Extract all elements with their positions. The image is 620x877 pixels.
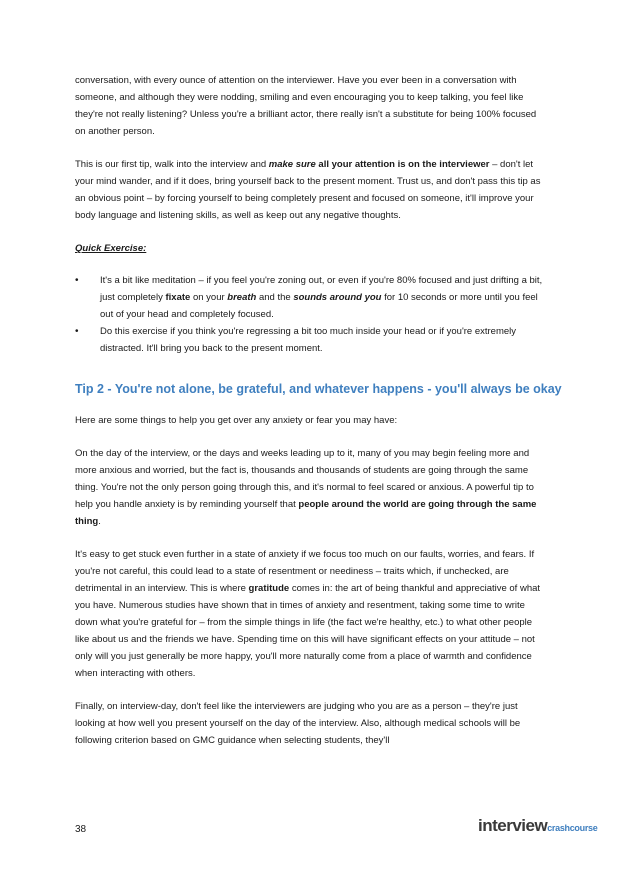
exercise-list-item	[75, 323, 547, 357]
quick-exercise-heading: Quick Exercise:	[75, 243, 147, 254]
text-segment: for 10 seconds or more until you feel out of your head and completely focused.	[100, 292, 538, 320]
paragraph-anxiety	[75, 445, 547, 530]
logo-word-interview: interview	[478, 816, 548, 835]
interview-crashcourse-logo	[478, 816, 597, 836]
bullet-icon: •	[75, 326, 79, 337]
emphasis-sounds: sounds around you	[293, 292, 382, 303]
text-segment: It's a bit like meditation – if you feel you're zoning out, or even if you're 80% focused and just drifting a bit, just completely	[100, 275, 543, 303]
emphasis-gratitude: gratitude	[248, 583, 290, 594]
page-number: 38	[75, 824, 87, 835]
text-segment: This is our first tip, walk into the interview and	[75, 159, 269, 170]
paragraph-first-tip	[75, 156, 547, 224]
paragraph-gratitude	[75, 546, 547, 682]
text-segment: on your	[190, 292, 228, 303]
text-segment: It's easy to get stuck even further in a state of anxiety if we focus too much on our faults, worries, and fears. If you're not careful, this could lead to a state of resentment or neediness – traits which, if unchecked, are detrimental in an interview. This is where	[75, 549, 535, 594]
text-segment: On the day of the interview, or the days and weeks leading up to it, many of you may begin feeling more and more anxious and worried, but the fact is, thousands and thousands of students are going through the same thing. You're not the only person going through this, and it's normal to feel scared or anxious. A powerful tip to help you handle anxiety is by reminding yourself that	[75, 448, 534, 510]
tip-2-heading: Tip 2 - You're not alone, be grateful, and whatever happens - you'll always be okay	[75, 382, 562, 396]
exercise-list-item	[75, 272, 547, 323]
paragraph-help-intro: Here are some things to help you get over any anxiety or fear you may have:	[75, 415, 398, 426]
logo-word-crashcourse: crashcourse	[547, 823, 598, 833]
emphasis-attention: all your attention is on the interviewer	[315, 159, 490, 170]
emphasis-fixate: fixate	[165, 292, 191, 303]
emphasis-people-around-world: people around the world are going through the same thing	[75, 499, 537, 527]
emphasis-breath: breath	[227, 292, 257, 303]
text-segment: and the	[256, 292, 294, 303]
paragraph-interview-day: Finally, on interview-day, don't feel like the interviewers are judging who you are as a person – they're just looking at how well you present yourself on the day of the interview. Also, although medical schools will be following criterion based on GMC guidance when selecting students, they'll	[75, 701, 521, 746]
paragraph-intro: conversation, with every ounce of attention on the interviewer. Have you ever been in a conversation with someone, and although they were nodding, smiling and even encouraging you to keep talking, you feel like they're not really listening? Unless you're a brilliant actor, there really isn't a substitute for being 100% focused on another person.	[75, 75, 537, 137]
emphasis-make-sure: make sure	[268, 159, 316, 170]
text-segment: comes in: the art of being thankful and appreciative of what you have. Numerous studies have shown that in times of anxiety and resentment, taking some time to write down what you're grateful for – from the simple things in life (the fact we're healthy, etc.) to what other people like about us and the friends we have. Spending time on this will have significant effects on your attitude – not only will you just generally be more happy, you'll more naturally come from a place of warmth and confidence when interacting with others.	[75, 583, 541, 679]
page-content	[75, 72, 562, 765]
text-segment: Do this exercise if you think you're regressing a bit too much inside your head or if you're extremely distracted. It'll bring you back to the present moment.	[100, 326, 517, 354]
text-segment: – don't let your mind wander, and if it does, bring yourself back to the present moment. Trust us, and don't pass this tip as an obvious point – by forcing yourself to being completely present and focused on someone, it'll improve your body language and listening skills, as well as keep out any negative thoughts.	[75, 159, 541, 221]
text-segment: .	[98, 516, 101, 527]
exercise-list	[75, 272, 547, 357]
bullet-icon: •	[75, 275, 79, 286]
